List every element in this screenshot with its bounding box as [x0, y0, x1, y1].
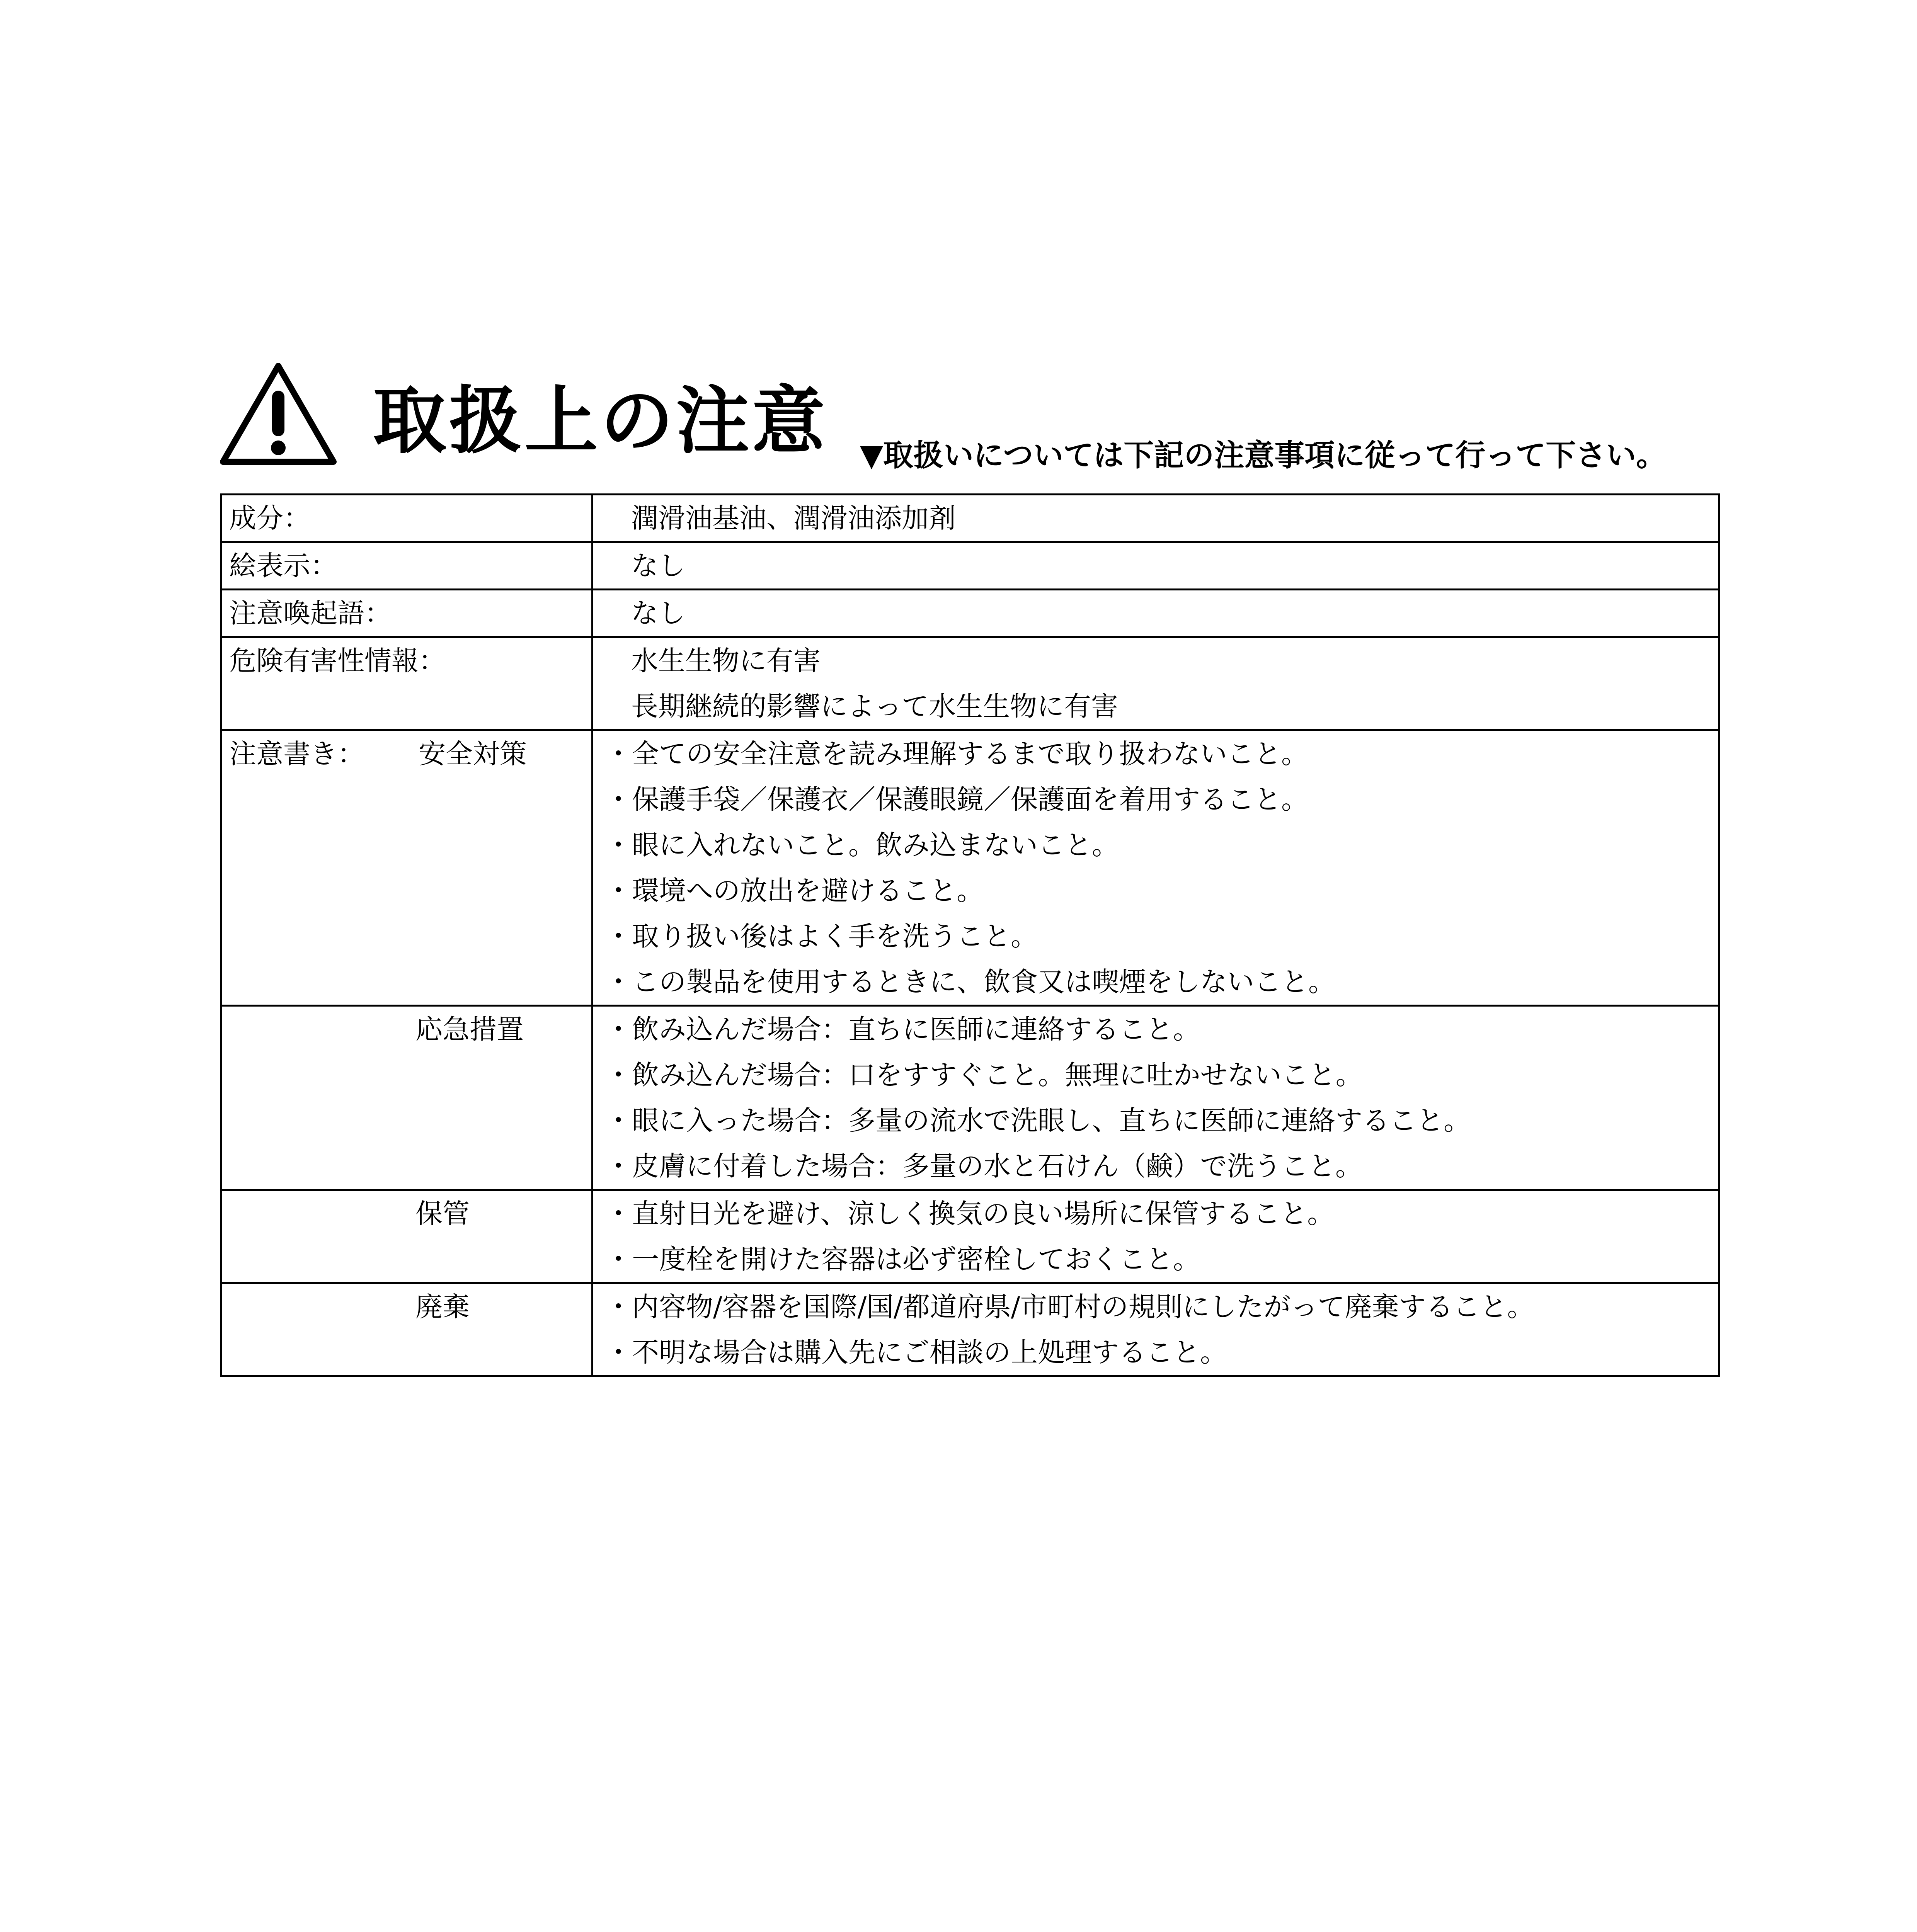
row-value: 潤滑油基油、潤滑油添加剤 [631, 502, 956, 534]
list-item: ・取り扱い後はよく手を洗うこと。 [605, 920, 1038, 952]
row-label: 成分： [229, 502, 310, 534]
response-sub-label: 応急措置 [415, 1014, 524, 1045]
list-item: ・皮膚に付着した場合：多量の水と石けん（鹸）で洗うこと。 [605, 1150, 1362, 1182]
row-label [222, 731, 591, 777]
list-item: ・眼に入った場合：多量の流水で洗眼し、直ちに医師に連絡すること。 [605, 1105, 1471, 1136]
row-value: 水生生物に有害 [631, 645, 821, 677]
row-label: 危険有害性情報： [229, 645, 446, 677]
table-row-storage [221, 1190, 1719, 1283]
row-value: なし [631, 597, 685, 629]
list-item: ・眼に入れないこと。飲み込まないこと。 [605, 829, 1119, 861]
table-row-disposal [221, 1283, 1719, 1376]
row-value-cell [592, 1283, 1719, 1376]
row-value-cell [592, 542, 1719, 590]
row-label-cell [221, 590, 592, 637]
row-value-cell [592, 1006, 1719, 1190]
list-item: ・飲み込んだ場合：直ちに医師に連絡すること。 [605, 1014, 1200, 1045]
list-item: ・この製品を使用するときに、飲食又は喫煙をしないこと。 [605, 966, 1335, 998]
table-row-prevention [221, 730, 1719, 1006]
row-label-cell [221, 730, 592, 1006]
row-label: 注意喚起語： [229, 597, 392, 629]
prevention-sub-label: 安全対策 [419, 738, 527, 770]
table-row-pictogram [221, 542, 1719, 590]
sds-table [220, 493, 1720, 1377]
row-value-cell [592, 495, 1719, 542]
caution-header [218, 357, 1718, 473]
row-label-cell [221, 1190, 592, 1283]
row-value: 長期継続的影響によって水生生物に有害 [631, 690, 1118, 722]
disposal-sub-label: 廃棄 [415, 1291, 470, 1323]
row-label-cell [221, 1283, 592, 1376]
list-item: ・不明な場合は購入先にご相談の上処理すること。 [605, 1337, 1227, 1368]
page-subtitle: ▼取扱いについては下記の注意事項に従って行って下さい。 [860, 438, 1667, 473]
row-label-cell [221, 637, 592, 730]
warning-triangle-icon [218, 361, 338, 467]
row-label: 絵表示： [229, 550, 337, 582]
table-row-ingredients [221, 495, 1719, 542]
row-value-cell [592, 1190, 1719, 1283]
storage-sub-label: 保管 [415, 1198, 470, 1230]
list-item: ・一度栓を開けた容器は必ず密栓しておくこと。 [605, 1243, 1200, 1275]
list-item: ・飲み込んだ場合：口をすすぐこと。無理に吐かせないこと。 [605, 1059, 1363, 1091]
list-item: ・内容物/容器を国際/国/都道府県/市町村の規則にしたがって廃棄すること。 [605, 1291, 1534, 1323]
row-value-cell [592, 590, 1719, 637]
table-row-response [221, 1006, 1719, 1190]
precaution-label: 注意書き： [229, 738, 364, 770]
table-row-hazard [221, 637, 1719, 730]
list-item: ・保護手袋／保護衣／保護眼鏡／保護面を着用すること。 [605, 784, 1308, 815]
list-item: ・全ての安全注意を読み理解するまで取り扱わないこと。 [605, 738, 1308, 770]
list-item: ・直射日光を避け、涼しく換気の良い場所に保管すること。 [605, 1198, 1335, 1230]
list-item: ・環境への放出を避けること。 [605, 875, 984, 906]
page-title: 取扱上の注意 [373, 378, 828, 464]
row-value-cell [592, 730, 1719, 1006]
row-label-cell [221, 1006, 592, 1190]
row-label-cell [221, 542, 592, 590]
row-value-cell [592, 637, 1719, 730]
row-value: なし [631, 550, 685, 582]
table-row-signal-word [221, 590, 1719, 637]
row-label-cell [221, 495, 592, 542]
